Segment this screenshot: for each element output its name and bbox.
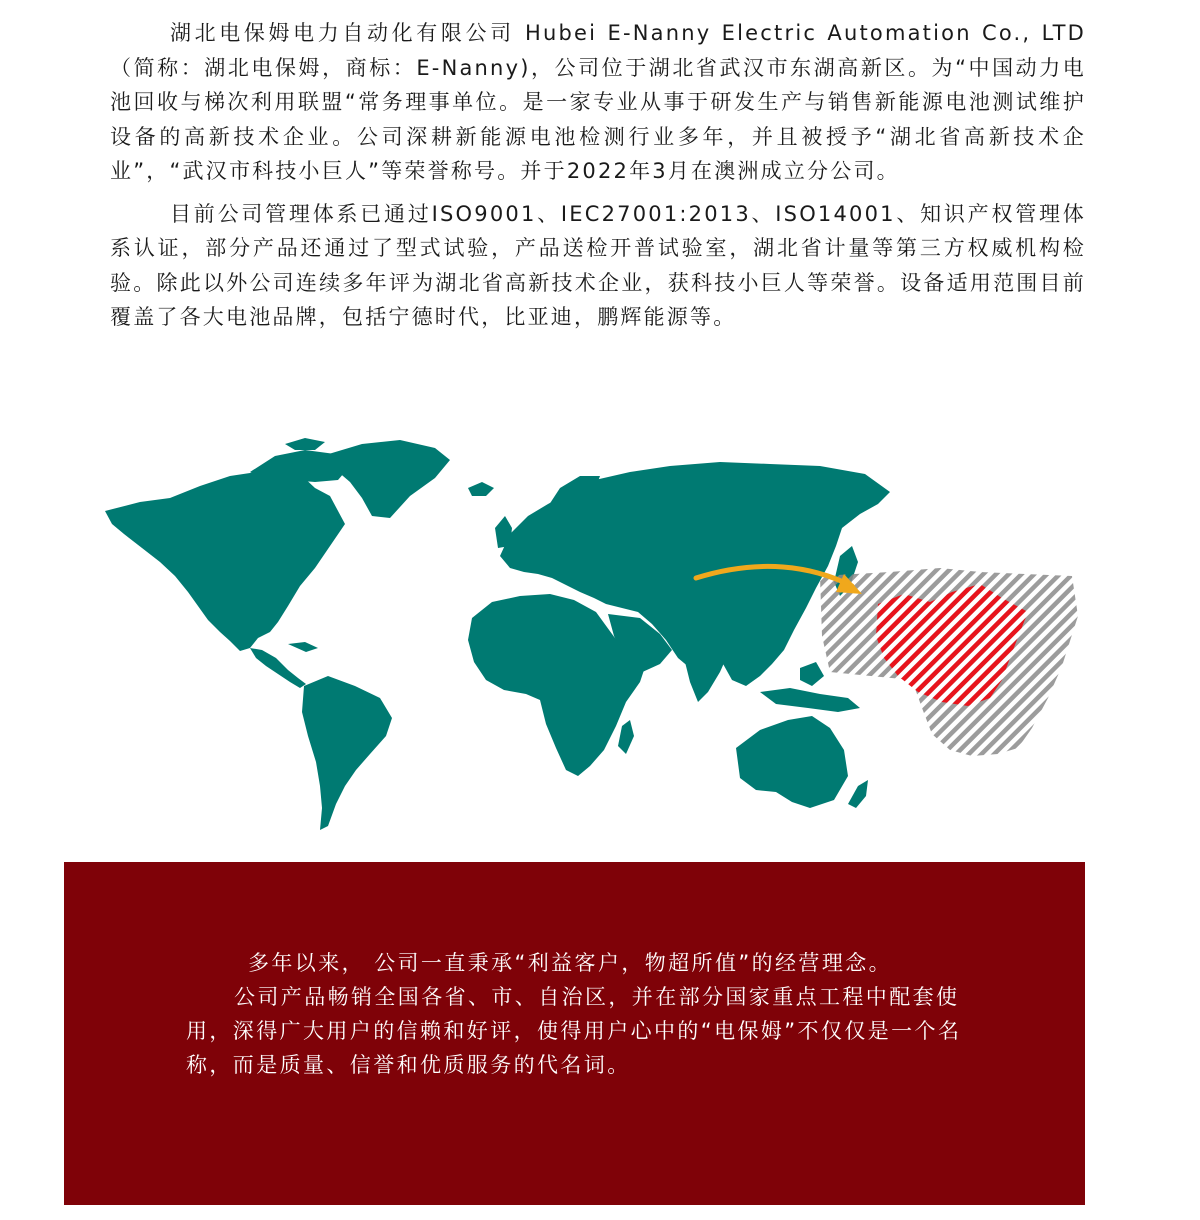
philosophy-paragraph-1: 多年以来， 公司一直秉承“利益客户，物超所值”的经营理念。 xyxy=(248,951,893,975)
southeast-asia-islands-shape xyxy=(760,688,860,712)
greenland-shape xyxy=(322,440,450,518)
philosophy-text xyxy=(186,946,976,1082)
philosophy-panel xyxy=(64,862,1085,1205)
australia-shape xyxy=(736,716,848,808)
world-map-illustration xyxy=(100,436,1100,836)
company-intro xyxy=(110,16,1086,343)
intro-paragraph-1: 湖北电保姆电力自动化有限公司 Hubei E-Nanny Electric Automation Co., LTD （简称：湖北电保姆，商标：E-Nanny)，公司位于湖北省武汉市东湖高新区。为“中国动力电池回收与梯次利用联盟“常务理事单位。是一家专业从事于研发生产与销售新能源电池测试维护设备的高新技术企业。公司深耕新能源电池检测行业多年，并且被授予“湖北省高新技术企业”，“武汉市科技小巨人”等荣誉称号。并于2022年3月在澳洲成立分公司。 xyxy=(110,21,1086,183)
continents xyxy=(105,438,890,830)
madagascar-shape xyxy=(618,720,634,754)
north-america-shape xyxy=(105,470,345,651)
new-zealand-shape xyxy=(848,780,868,808)
central-america-shape xyxy=(250,648,306,688)
iceland-shape xyxy=(468,482,494,496)
intro-paragraph-2: 目前公司管理体系已通过ISO9001、IEC27001:2013、ISO14001、知识产权管理体系认证，部分产品还通过了型式试验，产品送检开普试验室，湖北省计量等第三方权威机构检验。除此以外公司连续多年评为湖北省高新技术企业，获科技小巨人等荣誉。设备适用范围目前覆盖了各大电池品牌，包括宁德时代，比亚迪，鹏辉能源等。 xyxy=(110,201,1086,329)
asia-hatched-region xyxy=(820,568,1078,756)
india-shape xyxy=(684,640,728,702)
south-america-shape xyxy=(302,676,392,830)
philosophy-paragraph-2: 公司产品畅销全国各省、市、自治区，并在部分国家重点工程中配套使用，深得广大用户的信赖和好评，使得用户心中的“电保姆”不仅仅是一个名称，而是质量、信誉和优质服务的代名词。 xyxy=(186,985,962,1077)
